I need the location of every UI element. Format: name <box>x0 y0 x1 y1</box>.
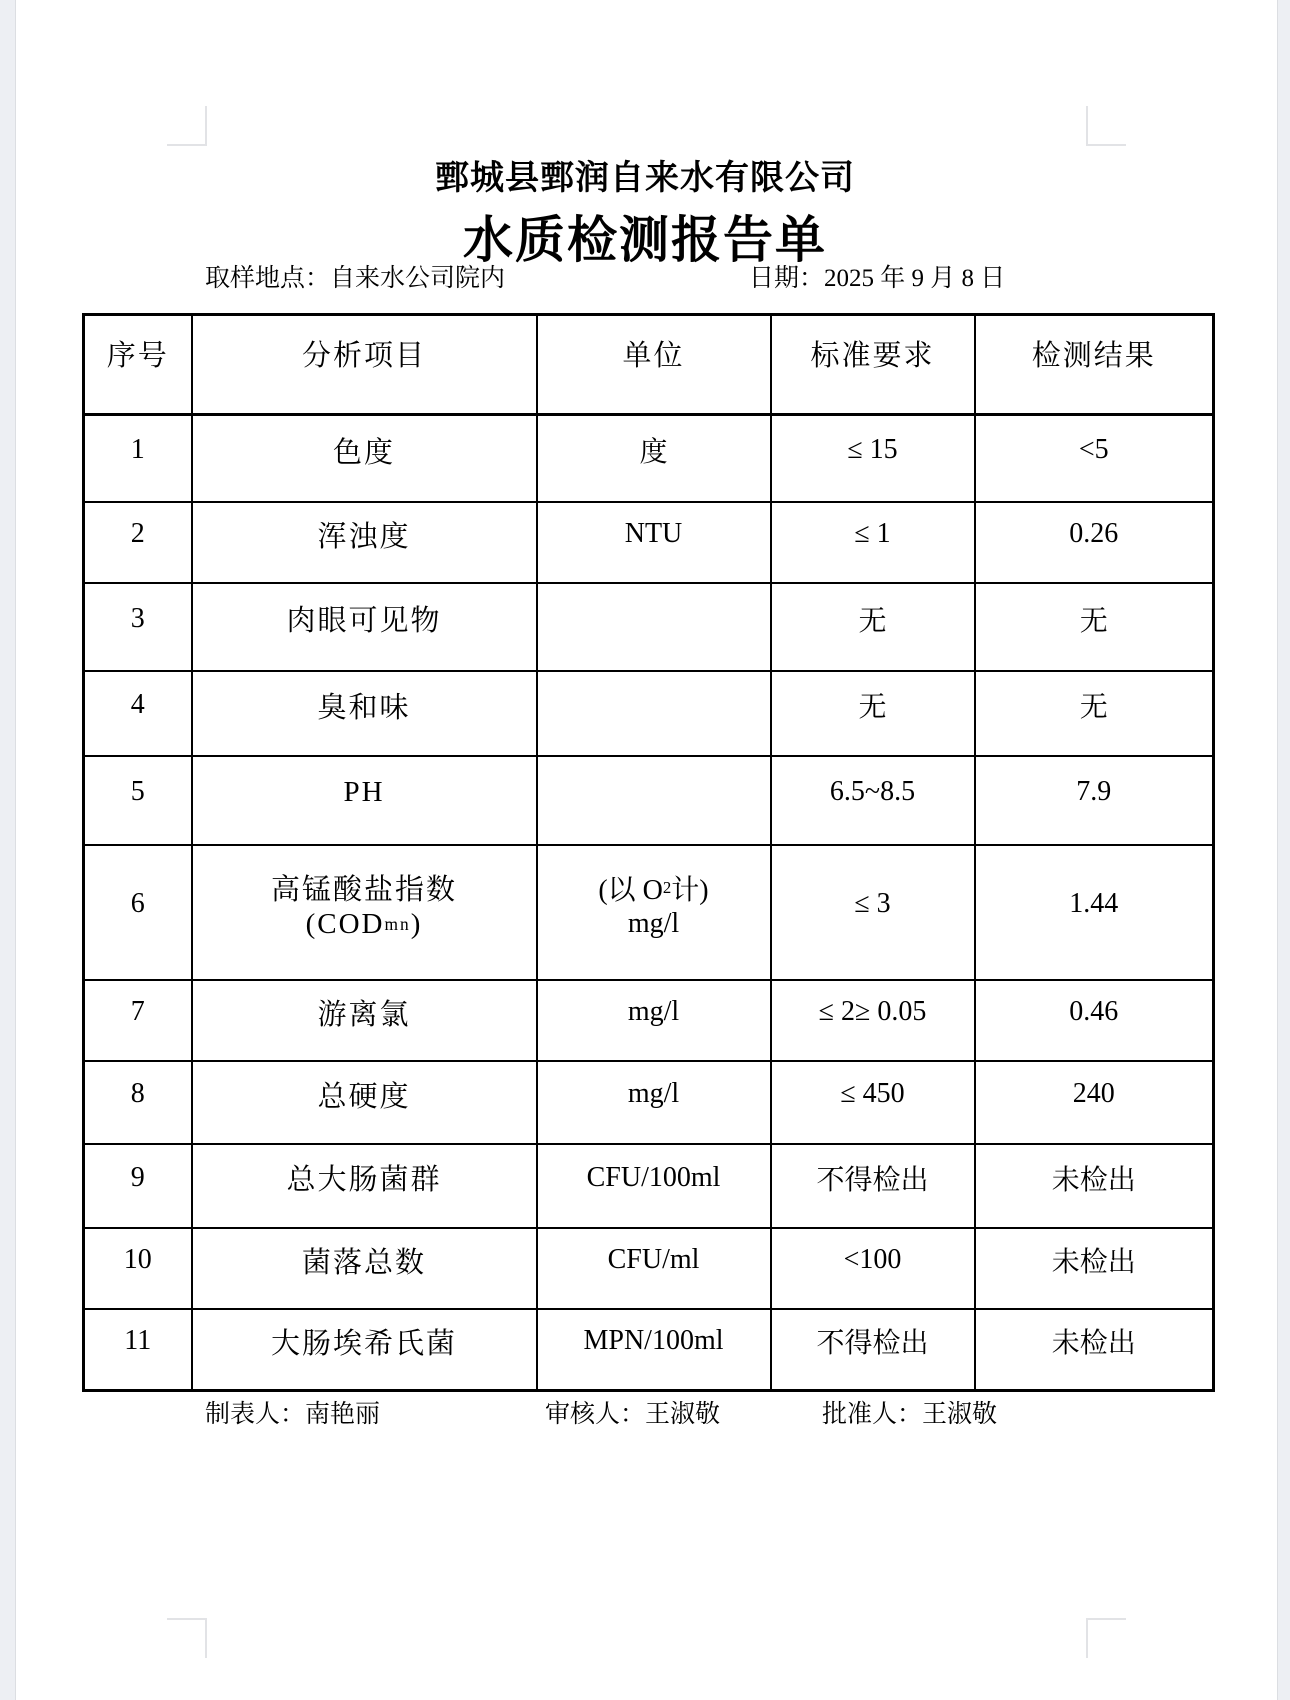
reviewer-label: 审核人： <box>545 1400 646 1428</box>
table-row <box>84 1144 1214 1228</box>
reviewer <box>545 1394 720 1430</box>
cell-standard: ≤ 3 <box>771 845 975 980</box>
cell-standard: 无 <box>771 671 975 756</box>
sample-location <box>205 258 505 294</box>
cell-result: 7.9 <box>975 756 1214 845</box>
preparer <box>205 1394 380 1430</box>
cell-unit: mg/l <box>537 980 771 1061</box>
sample-location-value: 自来水公司院内 <box>330 264 506 292</box>
cell-standard: ≤ 15 <box>771 415 975 502</box>
results-table <box>82 313 1215 1392</box>
page-corner-mark-bottom-left <box>167 1618 207 1658</box>
cell-unit: mg/l <box>537 1061 771 1144</box>
cell-item: PH <box>192 756 537 845</box>
date-value: 2025 年 9 月 8 日 <box>824 265 1006 292</box>
cell-item: 肉眼可见物 <box>192 583 537 671</box>
approver-label: 批准人： <box>822 1400 923 1428</box>
cell-no: 10 <box>84 1228 192 1309</box>
cell-standard: 6.5~8.5 <box>771 756 975 845</box>
cell-unit: CFU/100ml <box>537 1144 771 1228</box>
company-name: 鄄城县鄄润自来水有限公司 <box>435 159 855 197</box>
cell-item: 浑浊度 <box>192 502 537 583</box>
sample-location-label: 取样地点： <box>205 264 331 292</box>
cell-result: 0.46 <box>975 980 1214 1061</box>
table-row <box>84 1228 1214 1309</box>
cell-result: 未检出 <box>975 1228 1214 1309</box>
date-label: 日期： <box>749 264 825 292</box>
cell-item: 臭和味 <box>192 671 537 756</box>
table-row <box>84 1061 1214 1144</box>
cell-standard: ≤ 450 <box>771 1061 975 1144</box>
cell-standard: 不得检出 <box>771 1144 975 1228</box>
cell-result: 1.44 <box>975 845 1214 980</box>
table-header-row <box>84 315 1214 415</box>
cell-result: 无 <box>975 671 1214 756</box>
cell-item: 大肠埃希氏菌 <box>192 1309 537 1391</box>
cell-standard: 不得检出 <box>771 1309 975 1391</box>
cell-item: 菌落总数 <box>192 1228 537 1309</box>
table-row <box>84 1309 1214 1391</box>
table-row <box>84 756 1214 845</box>
cell-unit <box>537 671 771 756</box>
table-row <box>84 845 1214 980</box>
cell-no: 5 <box>84 756 192 845</box>
reviewer-name: 王淑敬 <box>645 1400 721 1428</box>
cell-result: 未检出 <box>975 1144 1214 1228</box>
cell-unit <box>537 756 771 845</box>
cell-no: 6 <box>84 845 192 980</box>
report-date <box>749 258 1005 294</box>
cell-no: 2 <box>84 502 192 583</box>
cell-unit: 度 <box>537 415 771 502</box>
cell-standard: ≤ 1 <box>771 502 975 583</box>
cell-item-line1: 高锰酸盐指数 <box>270 874 457 906</box>
cell-no: 1 <box>84 415 192 502</box>
cell-result: <5 <box>975 415 1214 502</box>
cell-result: 240 <box>975 1061 1214 1144</box>
cell-item: 总硬度 <box>192 1061 537 1144</box>
table-row <box>84 502 1214 583</box>
cell-unit: MPN/100ml <box>537 1309 771 1391</box>
cell-no: 8 <box>84 1061 192 1144</box>
cell-no: 9 <box>84 1144 192 1228</box>
cell-unit-line2: mg/l <box>627 908 680 939</box>
cell-no: 11 <box>84 1309 192 1391</box>
preparer-name: 南艳丽 <box>305 1400 381 1428</box>
cell-unit <box>537 845 771 980</box>
cell-result: 未检出 <box>975 1309 1214 1391</box>
table-row <box>84 415 1214 502</box>
cell-no: 7 <box>84 980 192 1061</box>
cell-result: 无 <box>975 583 1214 671</box>
approver-name: 王淑敬 <box>922 1400 998 1428</box>
table-row <box>84 583 1214 671</box>
report-title: 水质检测报告单 <box>463 212 827 268</box>
cell-unit <box>537 583 771 671</box>
header-no: 序号 <box>84 315 192 415</box>
header-standard: 标准要求 <box>771 315 975 415</box>
header-unit: 单位 <box>537 315 771 415</box>
cell-no: 4 <box>84 671 192 756</box>
cell-standard: ≤ 2≥ 0.05 <box>771 980 975 1061</box>
cell-unit: CFU/ml <box>537 1228 771 1309</box>
cell-result: 0.26 <box>975 502 1214 583</box>
table-row <box>84 980 1214 1061</box>
cell-item: 游离氯 <box>192 980 537 1061</box>
table-row <box>84 671 1214 756</box>
cell-unit: NTU <box>537 502 771 583</box>
cell-no: 3 <box>84 583 192 671</box>
header-result: 检测结果 <box>975 315 1214 415</box>
info-line <box>0 258 1290 292</box>
cell-item: 总大肠菌群 <box>192 1144 537 1228</box>
page-corner-mark-top-left <box>167 106 207 146</box>
header-item: 分析项目 <box>192 315 537 415</box>
signature-line <box>0 1394 1290 1428</box>
cell-standard: 无 <box>771 583 975 671</box>
cell-item <box>192 845 537 980</box>
approver <box>822 1394 997 1430</box>
preparer-label: 制表人： <box>205 1400 306 1428</box>
cell-item-line2: (COD mn ) <box>305 908 423 940</box>
cell-unit-line1: (以 O 2 计) <box>598 875 709 906</box>
cell-item: 色度 <box>192 415 537 502</box>
cell-standard: <100 <box>771 1228 975 1309</box>
page-corner-mark-top-right <box>1086 106 1126 146</box>
page-corner-mark-bottom-right <box>1086 1618 1126 1658</box>
